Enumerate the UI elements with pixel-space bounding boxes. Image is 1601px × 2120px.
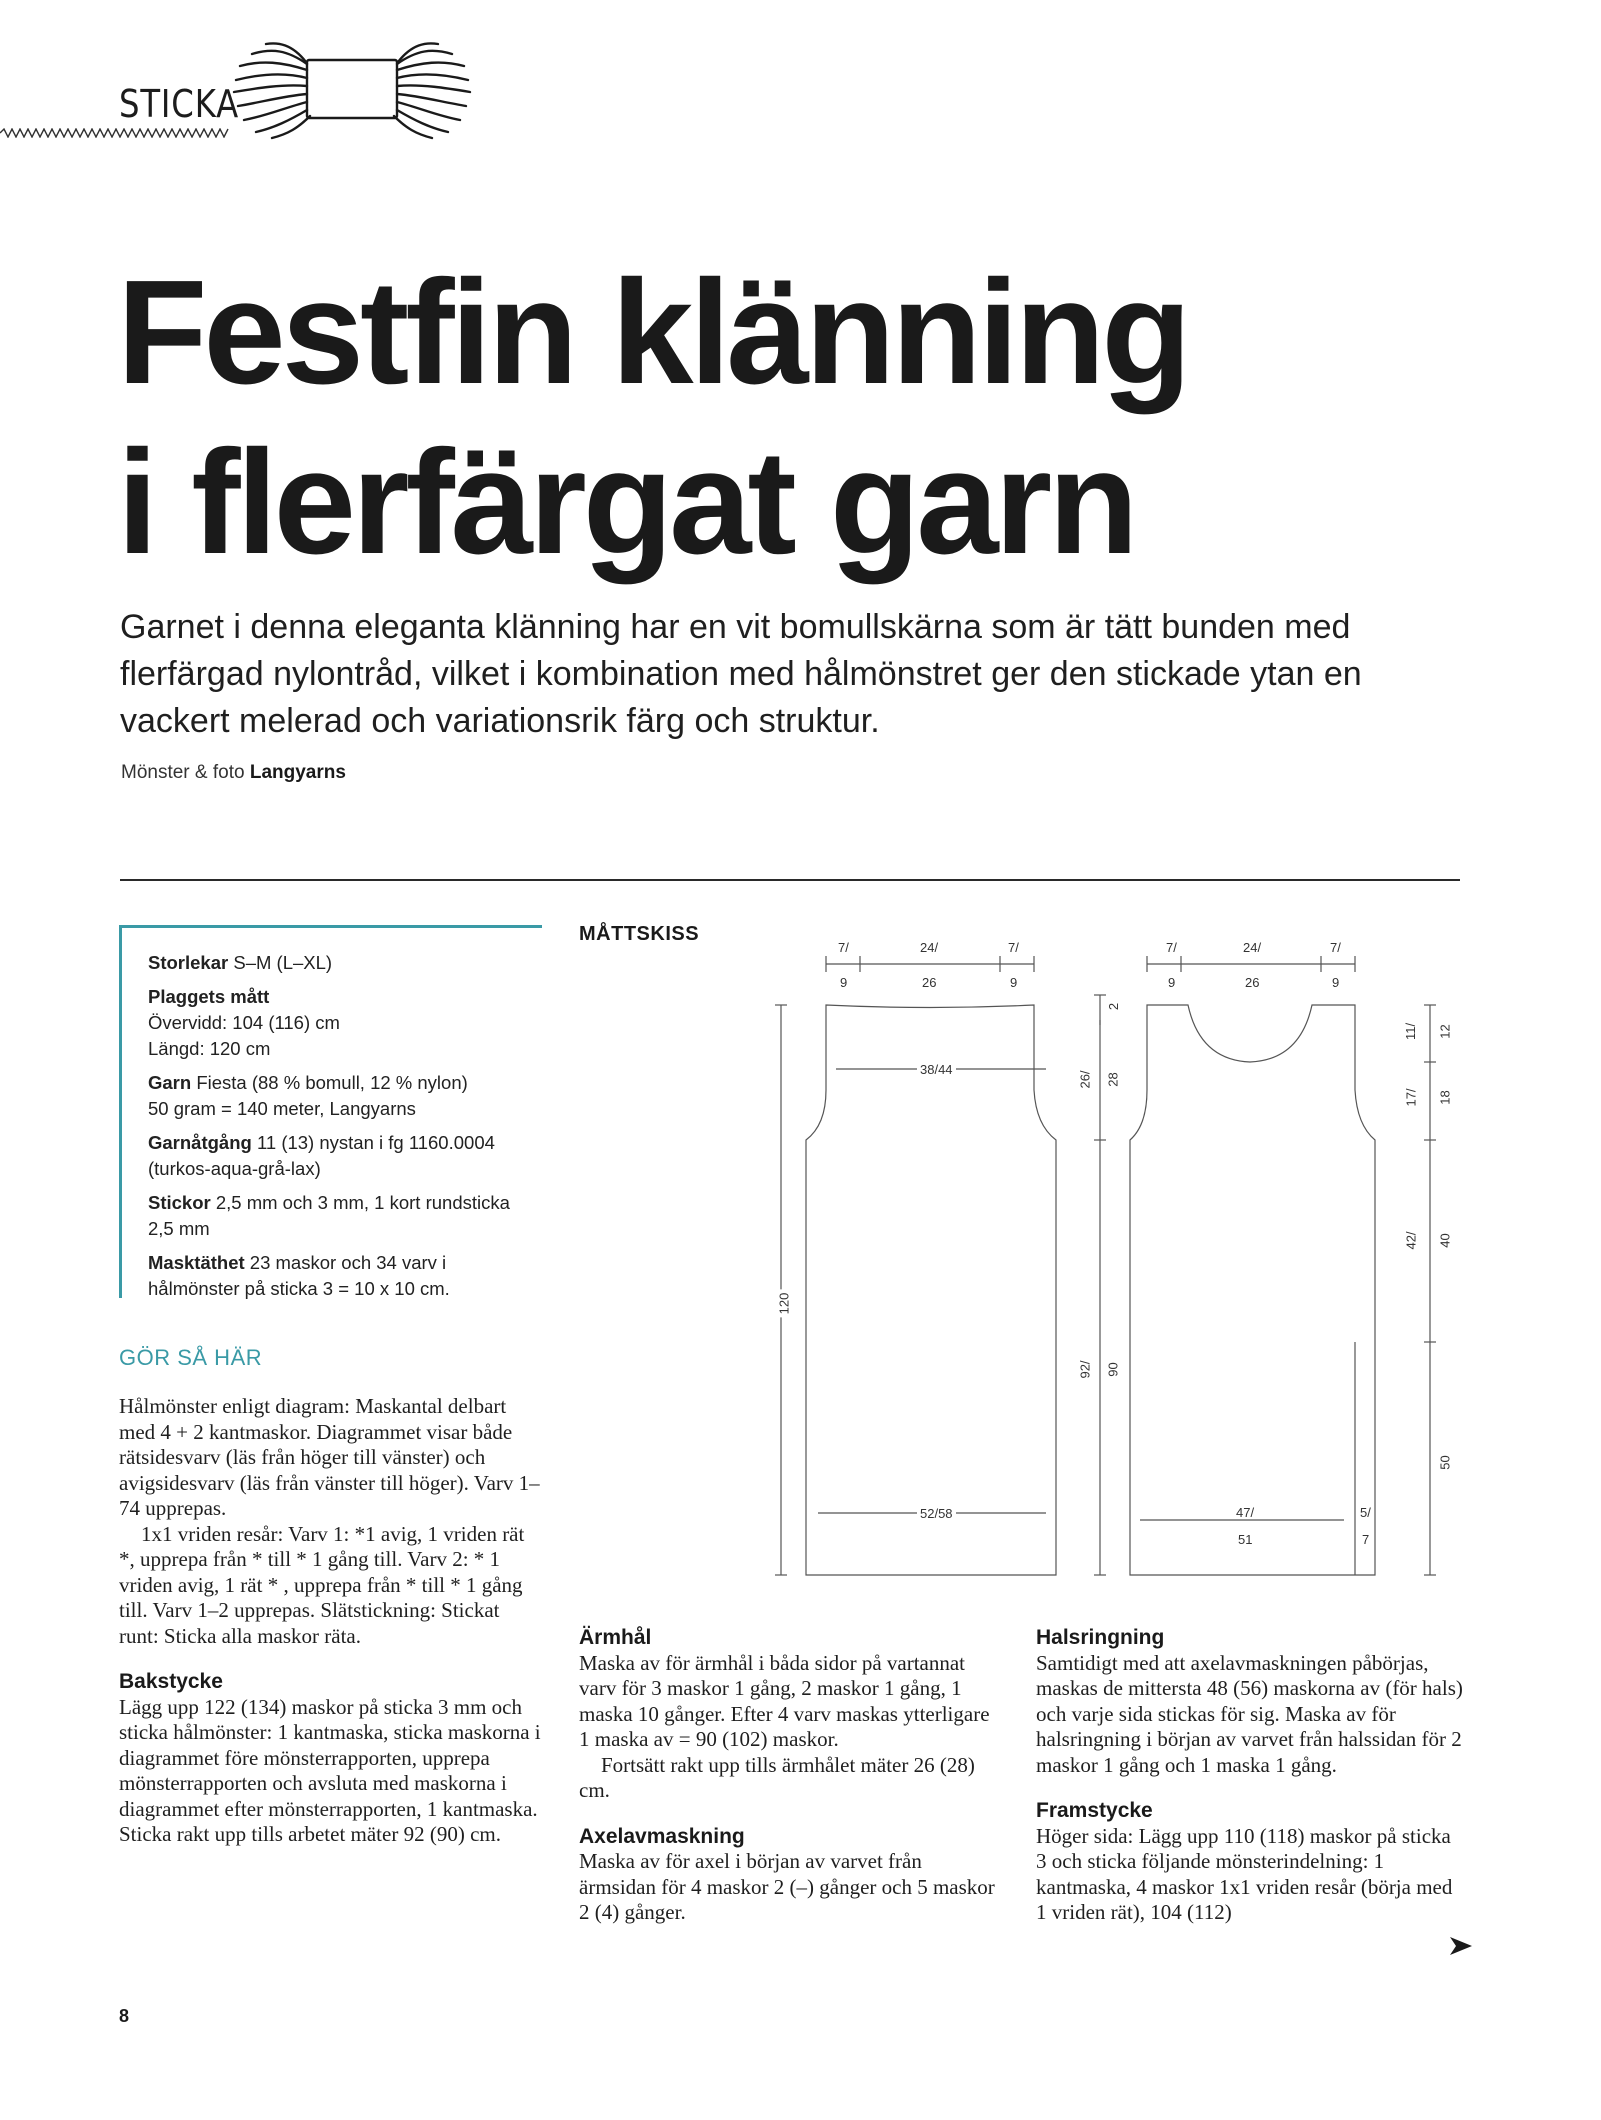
front-neck-width-b: 26 [1245, 975, 1260, 990]
fact-usage-value1: 11 (13) nystan i fg 1160.0004 [256, 1132, 495, 1153]
front-armhole-a: 17/ [1403, 1088, 1419, 1107]
fact-measures-line1: Övervidd: 104 (116) cm [148, 1012, 340, 1033]
page-number: 8 [119, 2006, 130, 2026]
back-shoulder-right-a: 7/ [1008, 940, 1019, 955]
howto-heading: GÖR SÅ HÄR [119, 1345, 263, 1370]
armhole-paragraph-2: Fortsätt rakt upp tills ärmhålet mäter 26 (28) cm. [579, 1752, 975, 1802]
lead-paragraph: Garnet i denna eleganta klänning har en vit bomullskärna som är tätt bunden med flerfärgad nylontråd, vilket i kombination med hålmönstret ger den stickade ytan en vackert melerad och variationsrik färg och struktur. [120, 608, 1362, 740]
back-shoulder-right-b: 9 [1010, 975, 1018, 990]
front-shoulder-left-b: 9 [1168, 975, 1176, 990]
fact-sizes-value: S–M (L–XL) [233, 952, 333, 973]
fact-gauge-value1: 23 maskor och 34 varv i [249, 1252, 447, 1273]
neckline-paragraph: Samtidigt med att axelavmaskningen påbörjas, maskas de mittersta 48 (56) maskorna av (för hals) och varje sida stickas för sig. Maska av för halsringning i början av varvet från halssidan för 2 maskor 1 gång och 1 maska 1 gång. [1036, 1650, 1463, 1777]
fact-usage-label: Garnåtgång [148, 1132, 252, 1153]
front-hem-a: 47/ [1236, 1505, 1255, 1520]
front-shoulder-right-a: 7/ [1330, 940, 1341, 955]
back-neck-drop: 2 [1106, 1002, 1122, 1011]
fact-yarn-value2: 50 gram = 140 meter, Langyarns [148, 1098, 416, 1119]
fact-sizes-label: Storlekar [148, 952, 229, 973]
front-neck-width-a: 24/ [1243, 940, 1262, 955]
fact-measures-label: Plaggets mått [148, 986, 270, 1007]
fact-measures-line2: Längd: 120 cm [148, 1038, 271, 1059]
fact-needles-value2: 2,5 mm [148, 1218, 210, 1239]
fact-usage-value2: (turkos-aqua-grå-lax) [148, 1158, 321, 1179]
shoulder-paragraph: Maska av för axel i början av varvet från ärmsidan för 4 maskor 2 (–) gånger och 5 maskor 2 (4) gånger. [579, 1849, 995, 1924]
pattern-paragraph: Hålmönster enligt diagram: Maskantal delbart med 4 + 2 kantmaskor. Diagrammet visar både rätsidesvarv (läs från höger till vänster) och avigsidesvarv (läs från vänster till höger). Varv 1–74 upprepas. [119, 1394, 540, 1520]
back-paragraph: Lägg upp 122 (134) maskor på sticka 3 mm och sticka hålmönster: 1 kantmaska, sticka maskorna i diagrammet före mönsterrapporten, upprepa mönsterrapporten och avsluta med maskorna i diagrammet efter mönsterrapporten, 1 kantmaska. Sticka rakt upp tills arbetet mäter 92 (90) cm. [119, 1694, 541, 1846]
front-shoulder-right-b: 9 [1332, 975, 1340, 990]
fact-yarn-value1: Fiesta (88 % bomull, 12 % nylon) [196, 1072, 468, 1093]
back-body-b: 90 [1105, 1362, 1121, 1377]
fact-needles-value1: 2,5 mm och 3 mm, 1 kort rundsticka [215, 1192, 510, 1213]
fact-gauge-value2: hålmönster på sticka 3 = 10 x 10 cm. [148, 1278, 450, 1299]
front-edge-b: 7 [1362, 1532, 1370, 1547]
front-neck-depth-b: 12 [1437, 1024, 1453, 1039]
section-label: STICKA [119, 82, 240, 126]
back-neck-width-a: 24/ [920, 940, 939, 955]
title-line-1: Festfin klänning [117, 250, 1188, 415]
front-body-b: 40 [1437, 1233, 1453, 1248]
fact-needles-label: Stickor [148, 1192, 211, 1213]
back-armhole-b: 28 [1105, 1072, 1121, 1087]
shoulder-heading: Axelavmaskning [579, 1824, 745, 1848]
front-body-a: 42/ [1403, 1231, 1419, 1250]
back-piece-outline [806, 1005, 1056, 1575]
title-line-2: i flerfärgat garn [117, 420, 1135, 585]
front-edge-a: 5/ [1360, 1505, 1371, 1520]
armhole-heading: Ärmhål [579, 1626, 652, 1649]
ribbing-paragraph: 1x1 vriden resår: Varv 1: *1 avig, 1 vriden rät *, upprepa från * till * 1 gång till. Varv 2: * 1 vriden avig, 1 rät * , upprepa från * till * 1 gång till. Varv 1–2 upprepas. Slätstickning: Stickat runt: Sticka alla maskor räta. [119, 1521, 525, 1648]
fact-yarn-label: Garn [148, 1072, 192, 1093]
credit-prefix: Mönster & foto [121, 762, 245, 783]
total-length: 120 [776, 1290, 791, 1318]
front-slit-length: 50 [1437, 1455, 1453, 1470]
back-hem-width: 52/58 [917, 1506, 956, 1521]
back-heading: Bakstycke [119, 1670, 223, 1693]
back-neck-width-b: 26 [922, 975, 937, 990]
front-heading: Framstycke [1036, 1799, 1153, 1822]
front-piece-outline [1130, 1005, 1375, 1575]
fact-gauge-label: Masktäthet [148, 1252, 245, 1273]
armhole-paragraph-1: Maska av för ärmhål i båda sidor på vartannat varv för 3 maskor 1 gång, 2 maskor 1 gång, 1 maska 10 gånger. Efter 4 varv maskas ytterligare 1 maska av = 90 (102) maskor. [579, 1650, 990, 1751]
back-shoulder-left-b: 9 [840, 975, 848, 990]
front-paragraph: Höger sida: Lägg upp 110 (118) maskor på sticka 3 och sticka följande mönsterindelning: 1 kantmaska, 4 maskor 1x1 vriden resår (börja med 1 vriden rät), 104 (112) [1036, 1823, 1453, 1924]
credit-name: Langyarns [249, 762, 346, 783]
front-shoulder-left-a: 7/ [1166, 940, 1177, 955]
front-hem-b: 51 [1238, 1532, 1253, 1547]
front-armhole-b: 18 [1437, 1090, 1453, 1105]
front-neck-depth-a: 11/ [1403, 1022, 1419, 1041]
neckline-heading: Halsringning [1036, 1626, 1165, 1649]
back-armhole-a: 26/ [1077, 1070, 1093, 1089]
schematic-title: MÅTTSKISS [579, 923, 700, 945]
back-chest-width: 38/44 [917, 1062, 956, 1077]
back-body-a: 92/ [1077, 1360, 1093, 1379]
back-shoulder-left-a: 7/ [838, 940, 849, 955]
